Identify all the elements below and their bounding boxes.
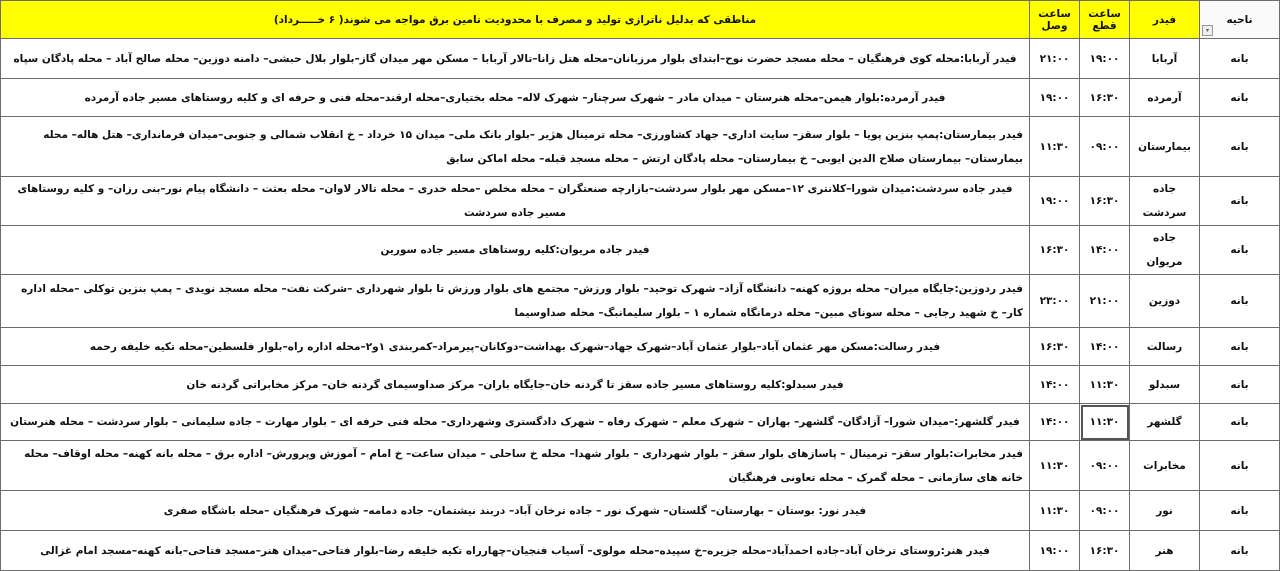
table-row (1, 177, 1280, 226)
restore-time-cell[interactable]: ۱۴:۰۰ (1030, 366, 1080, 404)
restore-time-cell[interactable]: ۱۶:۳۰ (1030, 328, 1080, 366)
table-row (1, 441, 1280, 491)
restore-time-cell[interactable]: ۲۳:۰۰ (1030, 275, 1080, 328)
areas-cell[interactable]: فیدر رسالت:مسکن مهر عثمان آباد–بلوار عثمان آباد–شهرک جهاد–شهرک بهداشت–دوکانان–پیرمراد–کمربندی ۱و۲–محله اداره راه–بلوار فلسطین–محله تکیه خلیفه رحمه (1, 328, 1030, 366)
cut-time-cell[interactable]: ۱۴:۰۰ (1080, 226, 1130, 275)
areas-cell[interactable]: فیدر بیمارستان:پمپ بنزین پویا – بلوار سقز– سایت اداری– جهاد کشاورزی– محله ترمینال هژیر –بلوار بانک ملی– میدان ۱۵ خرداد – خ انقلاب شمالی و جنوبی–میدان فرمانداری– هتل هاله– محله بیمارستان– بیمارستان صلاح الدین ایوبی– خ بیمارستان– محله پادگان ارتش – محله مسجد قبله– محله اماکن سابق (1, 117, 1030, 177)
header-restore-time[interactable]: ساعت وصل (1030, 1, 1080, 39)
restore-time-cell[interactable]: ۱۴:۰۰ (1030, 404, 1080, 441)
cut-time-cell[interactable]: ۰۹:۰۰ (1080, 491, 1130, 531)
restore-time-cell[interactable]: ۱۱:۳۰ (1030, 441, 1080, 491)
region-cell[interactable]: بانه (1200, 531, 1280, 571)
table-row (1, 275, 1280, 328)
feeder-cell[interactable]: نور (1130, 491, 1200, 531)
table-row (1, 366, 1280, 404)
region-cell[interactable]: بانه (1200, 491, 1280, 531)
areas-cell[interactable]: فیدر ردوزین:جایگاه میران– محله بروژه کهنه– دانشگاه آزاد– شهرک توحید– بلوار ورزش– مجتمع های بلوار ورزش تا بلوار شهرداری –شرکت نفت– محله مسجد نویدی – پمپ بنزین توکلی –محله اداره کار– خ شهید رجایی – محله سونای مبین– محله درمانگاه شماره ۱ – بلوار سلیمانبگ– محله صداوسیما (1, 275, 1030, 328)
header-feeder[interactable]: فیدر (1130, 1, 1200, 39)
header-cut-time[interactable]: ساعت قطع (1080, 1, 1130, 39)
cut-time-cell[interactable]: ۰۹:۰۰ (1080, 441, 1130, 491)
areas-cell[interactable]: فیدر هنر:روستای ترخان آباد–جاده احمدآباد–محله جزیره–خ سپیده–محله مولوی– آسیاب فنجیان–چهارراه تکیه خلیفه رضا–بلوار فتاحی–میدان هنر–مسجد فتاحی–بانه کهنه–مسجد امام غزالی (1, 531, 1030, 571)
feeder-cell[interactable]: آربابا (1130, 39, 1200, 79)
region-cell[interactable]: بانه (1200, 39, 1280, 79)
table-row (1, 226, 1280, 275)
header-region[interactable]: ناحیه ▾ (1200, 1, 1280, 39)
region-cell[interactable]: بانه (1200, 275, 1280, 328)
feeder-cell[interactable]: سبدلو (1130, 366, 1200, 404)
areas-cell[interactable]: فیدر آربابا:محله کوی فرهنگیان – محله مسجد حضرت نوح–ابتدای بلوار مرزبانان–محله هتل زانا–تالار آربابا – مسکن مهر میدان گاز–بلوار بلال حبشی– دامنه دوزین– محله صالح آباد – محله پادگان سپاه (1, 39, 1030, 79)
region-cell[interactable]: بانه (1200, 441, 1280, 491)
cut-time-cell[interactable]: ۲۱:۰۰ (1080, 275, 1130, 328)
restore-time-cell[interactable]: ۱۹:۰۰ (1030, 177, 1080, 226)
table-row (1, 491, 1280, 531)
table-row (1, 117, 1280, 177)
region-cell[interactable]: بانه (1200, 177, 1280, 226)
header-row (1, 1, 1280, 39)
restore-time-cell[interactable]: ۱۱:۳۰ (1030, 117, 1080, 177)
restore-time-cell[interactable]: ۱۹:۰۰ (1030, 79, 1080, 117)
cut-time-cell[interactable]: ۱۶:۳۰ (1080, 177, 1130, 226)
areas-cell[interactable]: فیدر نور: بوستان – بهارستان– گلستان– شهرک نور – جاده ترخان آباد– دربند نیشتمان– جاده دمامه– شهرک فرهنگیان –محله باشگاه صفری (1, 491, 1030, 531)
feeder-cell[interactable]: بیمارستان (1130, 117, 1200, 177)
region-cell[interactable]: بانه (1200, 117, 1280, 177)
feeder-cell[interactable]: هنر (1130, 531, 1200, 571)
areas-cell[interactable]: فیدر جاده سردشت:میدان شورا–کلانتری ۱۲–مسکن مهر بلوار سردشت–بازارچه صنعتگران – محله مخلص –محله خدری – محله تالار لاوان– محله بعثت – دانشگاه پیام نور–بنی رزان– و کلیه روستاهای مسیر جاده سردشت (1, 177, 1030, 226)
region-cell[interactable]: بانه (1200, 79, 1280, 117)
region-cell[interactable]: بانه (1200, 328, 1280, 366)
feeder-cell[interactable]: جاده مریوان (1130, 226, 1200, 275)
header-title[interactable]: مناطقی که بدلیل ناترازی تولید و مصرف با محدودیت تامین برق مواجه می شوند( ۶ خـــــرداد) (1, 1, 1030, 39)
cut-time-cell[interactable]: ۱۴:۰۰ (1080, 328, 1130, 366)
region-cell[interactable]: بانه (1200, 366, 1280, 404)
cut-time-cell[interactable]: ۰۹:۰۰ (1080, 117, 1130, 177)
filter-dropdown-icon[interactable]: ▾ (1202, 25, 1213, 36)
feeder-cell[interactable]: گلشهر (1130, 404, 1200, 441)
table-row (1, 328, 1280, 366)
cut-time-cell[interactable]: ۱۶:۳۰ (1080, 79, 1130, 117)
restore-time-cell[interactable]: ۱۹:۰۰ (1030, 531, 1080, 571)
areas-cell[interactable]: فیدر سبدلو:کلیه روستاهای مسیر جاده سقز تا گردنه خان–جایگاه باران– مرکز صداوسیمای گردنه خان– مرکز مخابراتی گردنه خان (1, 366, 1030, 404)
feeder-cell[interactable]: آرمرده (1130, 79, 1200, 117)
region-cell[interactable]: بانه (1200, 226, 1280, 275)
areas-cell[interactable]: فیدر مخابرات:بلوار سقز– ترمینال – پاسازهای بلوار سقز – بلوار شهرداری – بلوار شهدا– محله خ ساحلی – میدان ساعت– خ امام – آموزش وپرورش– اداره برق – محله بانه کهنه– محله اوقاف– محله خانه های سازمانی – محله گمرک – محله تعاونی فرهنگیان (1, 441, 1030, 491)
table-row (1, 404, 1280, 441)
region-cell[interactable]: بانه (1200, 404, 1280, 441)
feeder-cell[interactable]: مخابرات (1130, 441, 1200, 491)
table-row (1, 531, 1280, 571)
table-row (1, 39, 1280, 79)
areas-cell[interactable]: فیدر گلشهر:–میدان شورا– آزادگان– گلشهر– بهاران – شهرک معلم – شهرک رفاه – شهرک دادگستری وشهرداری– محله فنی حرفه ای – بلوار مهارت – جاده سلیمانی – بلوار سردشت – محله هنرستان (1, 404, 1030, 441)
cut-time-cell[interactable]: ۱۱:۳۰ (1080, 366, 1130, 404)
feeder-cell[interactable]: دوزین (1130, 275, 1200, 328)
cut-time-cell[interactable]: ۱۱:۳۰ (1080, 404, 1130, 441)
cut-time-cell[interactable]: ۱۹:۰۰ (1080, 39, 1130, 79)
cut-time-cell[interactable]: ۱۶:۳۰ (1080, 531, 1130, 571)
restore-time-cell[interactable]: ۲۱:۰۰ (1030, 39, 1080, 79)
areas-cell[interactable]: فیدر آرمرده:بلوار هیمن–محله هنرستان – میدان مادر – شهرک سرچنار– شهرک لاله– محله بختیاری–محله ارقند–محله فنی و حرفه ای و کلیه روستاهای مسیر جاده آرمرده (1, 79, 1030, 117)
restore-time-cell[interactable]: ۱۱:۳۰ (1030, 491, 1080, 531)
feeder-cell[interactable]: جاده سردشت (1130, 177, 1200, 226)
feeder-cell[interactable]: رسالت (1130, 328, 1200, 366)
table-row (1, 79, 1280, 117)
restore-time-cell[interactable]: ۱۶:۳۰ (1030, 226, 1080, 275)
areas-cell[interactable]: فیدر جاده مریوان:کلیه روستاهای مسیر جاده سورین (1, 226, 1030, 275)
